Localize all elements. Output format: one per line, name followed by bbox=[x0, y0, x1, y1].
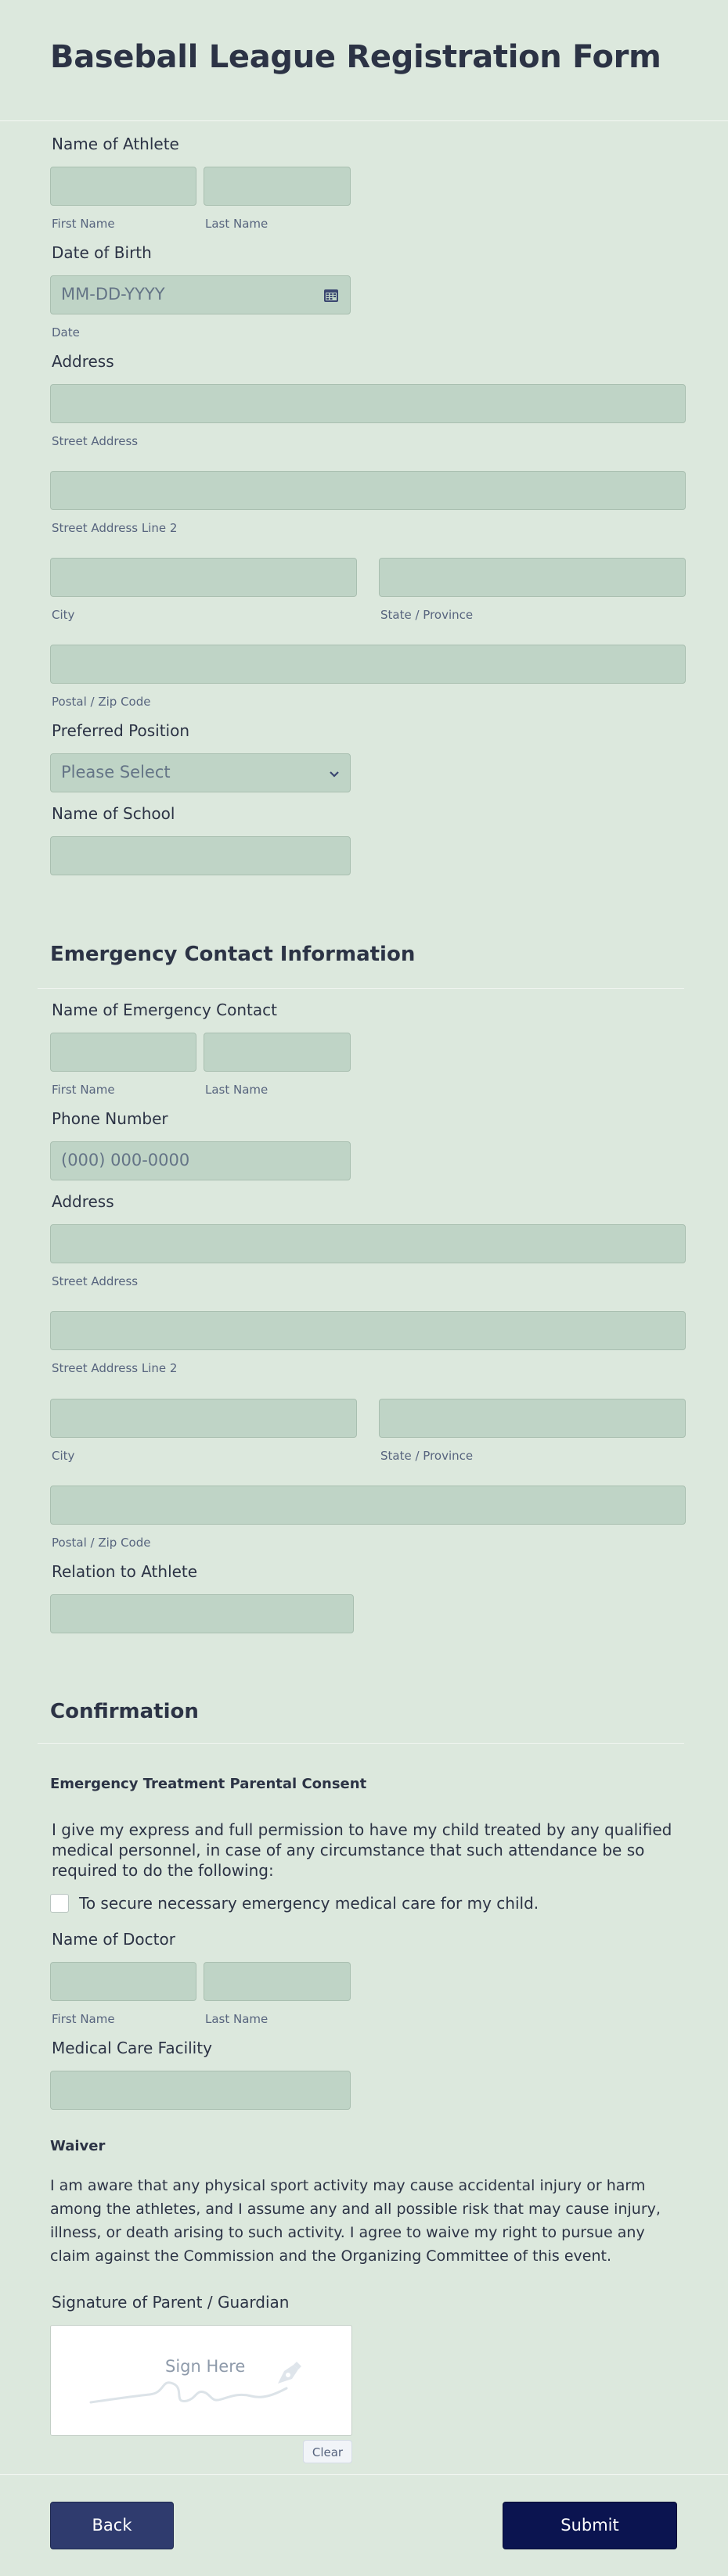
school-input[interactable] bbox=[50, 836, 351, 875]
back-button[interactable]: Back bbox=[50, 2502, 174, 2549]
relation-input[interactable] bbox=[50, 1594, 354, 1633]
emergency-street2-input[interactable] bbox=[50, 1311, 686, 1350]
consent-checkbox[interactable] bbox=[50, 1894, 69, 1913]
consent-checkbox-label[interactable]: To secure necessary emergency medical care for my child. bbox=[79, 1894, 539, 1913]
submit-button[interactable]: Submit bbox=[503, 2502, 677, 2549]
chevron-down-icon bbox=[328, 767, 341, 782]
athlete-address-label: Address bbox=[52, 352, 114, 371]
athlete-state-sublabel: State / Province bbox=[380, 608, 474, 622]
doctor-first-name-sublabel: First Name bbox=[52, 2012, 115, 2026]
signature-label: Signature of Parent / Guardian bbox=[52, 2293, 290, 2312]
dob-sublabel: Date bbox=[52, 325, 80, 340]
phone-label: Phone Number bbox=[52, 1109, 168, 1128]
position-label: Preferred Position bbox=[52, 721, 190, 740]
athlete-last-name-input[interactable] bbox=[204, 167, 351, 206]
dob-label: Date of Birth bbox=[52, 243, 152, 262]
emergency-address-label: Address bbox=[52, 1192, 114, 1211]
calendar-icon[interactable] bbox=[323, 287, 339, 306]
emergency-street-sublabel: Street Address bbox=[52, 1274, 139, 1288]
footer-divider bbox=[0, 2474, 728, 2475]
athlete-street-input[interactable] bbox=[50, 384, 686, 423]
position-selected-value: Please Select bbox=[61, 763, 171, 781]
header-divider bbox=[0, 120, 728, 121]
phone-input[interactable] bbox=[50, 1141, 351, 1180]
waiver-heading: Waiver bbox=[50, 2138, 106, 2154]
emergency-last-name-sublabel: Last Name bbox=[205, 1083, 268, 1097]
dob-input[interactable] bbox=[50, 275, 351, 314]
consent-heading: Emergency Treatment Parental Consent bbox=[50, 1776, 367, 1792]
signature-pad[interactable] bbox=[50, 2325, 352, 2436]
relation-label: Relation to Athlete bbox=[52, 1562, 198, 1581]
confirmation-divider bbox=[38, 1743, 684, 1744]
athlete-last-name-sublabel: Last Name bbox=[205, 217, 268, 231]
doctor-last-name-input[interactable] bbox=[204, 1962, 351, 2001]
confirmation-section-title: Confirmation bbox=[50, 1700, 199, 1723]
doctor-first-name-input[interactable] bbox=[50, 1962, 196, 2001]
athlete-city-input[interactable] bbox=[50, 558, 357, 597]
emergency-section-title: Emergency Contact Information bbox=[50, 943, 416, 966]
emergency-street-input[interactable] bbox=[50, 1224, 686, 1263]
emergency-first-name-sublabel: First Name bbox=[52, 1083, 115, 1097]
athlete-first-name-sublabel: First Name bbox=[52, 217, 115, 231]
athlete-state-input[interactable] bbox=[379, 558, 686, 597]
consent-text: I give my express and full permission to have my child treated by any qualified medical personnel, in case of any circumstance that such attendance be so required to do the following: bbox=[52, 1820, 672, 1880]
emergency-postal-input[interactable] bbox=[50, 1486, 686, 1525]
emergency-street2-sublabel: Street Address Line 2 bbox=[52, 1361, 178, 1375]
athlete-first-name-input[interactable] bbox=[50, 167, 196, 206]
emergency-first-name-input[interactable] bbox=[50, 1033, 196, 1072]
doctor-label: Name of Doctor bbox=[52, 1930, 175, 1949]
athlete-street2-input[interactable] bbox=[50, 471, 686, 510]
emergency-divider bbox=[38, 988, 684, 989]
athlete-name-label: Name of Athlete bbox=[52, 135, 179, 153]
emergency-last-name-input[interactable] bbox=[204, 1033, 351, 1072]
facility-input[interactable] bbox=[50, 2071, 351, 2110]
athlete-postal-input[interactable] bbox=[50, 645, 686, 684]
page-title: Baseball League Registration Form bbox=[50, 39, 661, 75]
facility-label: Medical Care Facility bbox=[52, 2039, 212, 2057]
dob-placeholder: MM-DD-YYYY bbox=[61, 285, 165, 304]
pen-nib-icon bbox=[273, 2357, 305, 2391]
athlete-postal-sublabel: Postal / Zip Code bbox=[52, 695, 151, 709]
signature-clear-button[interactable]: Clear bbox=[303, 2440, 352, 2463]
athlete-street2-sublabel: Street Address Line 2 bbox=[52, 521, 178, 535]
emergency-state-input[interactable] bbox=[379, 1399, 686, 1438]
emergency-city-input[interactable] bbox=[50, 1399, 357, 1438]
emergency-postal-sublabel: Postal / Zip Code bbox=[52, 1536, 151, 1550]
emergency-city-sublabel: City bbox=[52, 1449, 75, 1463]
waiver-text: I am aware that any physical sport activity may cause accidental injury or harm among the athletes, and I assume any and all possible risk that may cause injury, illness, or death arising to such activity. I agree to waive my right to pursue any claim against the Commission and the Organizing Committee of this event. bbox=[50, 2177, 661, 2265]
position-select[interactable] bbox=[50, 753, 351, 792]
athlete-street-sublabel: Street Address bbox=[52, 434, 139, 448]
athlete-city-sublabel: City bbox=[52, 608, 75, 622]
signature-placeholder: Sign Here bbox=[165, 2357, 246, 2376]
doctor-last-name-sublabel: Last Name bbox=[205, 2012, 268, 2026]
school-label: Name of School bbox=[52, 804, 175, 823]
phone-placeholder: (000) 000-0000 bbox=[61, 1151, 190, 1169]
emergency-state-sublabel: State / Province bbox=[380, 1449, 474, 1463]
emergency-name-label: Name of Emergency Contact bbox=[52, 1001, 277, 1019]
